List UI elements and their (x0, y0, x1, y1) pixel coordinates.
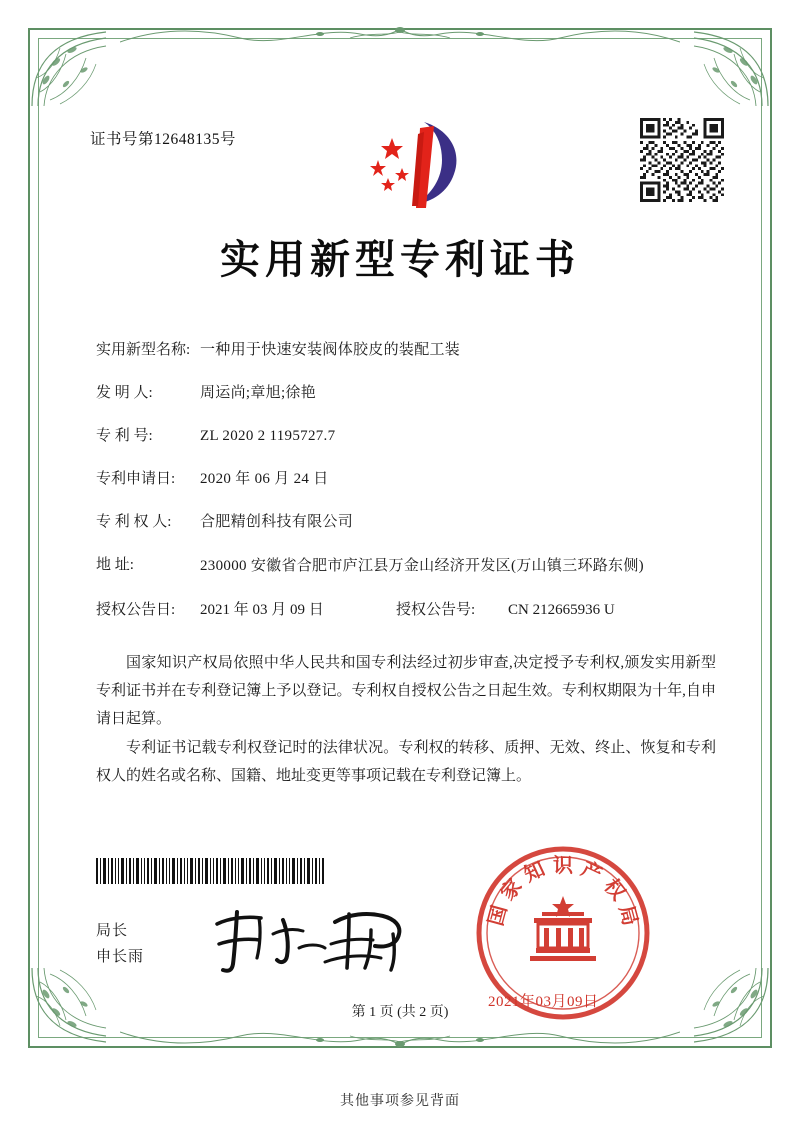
field-value-announcement-date: 2021 年 03 月 09 日 (200, 602, 324, 619)
certificate-content (38, 38, 762, 1038)
certificate-number: 证书号第12648135号 (90, 131, 237, 148)
footnote: 其他事项参见背面 (340, 1094, 460, 1109)
field-row-patent-number (96, 424, 716, 448)
field-row-patentee (96, 510, 716, 534)
field-label-announcement-number: 授权公告号: (396, 602, 476, 619)
field-value-announcement-number: CN 212665936 U (508, 602, 615, 619)
field-row-utility-model-name (96, 338, 716, 362)
field-label: 专 利 权 人: (96, 514, 172, 530)
handwritten-signature-icon (203, 900, 433, 980)
field-row-announcement (96, 598, 716, 622)
field-row-application-date (96, 467, 716, 491)
field-value: ZL 2020 2 1195727.7 (200, 428, 336, 444)
field-label: 专利申请日: (96, 471, 176, 487)
signature-role-label: 局长 (96, 923, 129, 939)
qr-code-icon (640, 118, 724, 202)
legal-paragraph-1: 国家知识产权局依照中华人民共和国专利法经过初步审查,决定授予专利权,颁发实用新型专利证书并在专利登记簿上予以登记。专利权自授权公告之日起生效。专利权期限为十年,自申请日起算。 (96, 655, 716, 727)
seal-date: 2021年03月09日 (488, 994, 599, 1010)
barcode-icon (96, 858, 326, 884)
legal-paragraph-2: 专利证书记载专利权登记时的法律状况。专利权的转移、质押、无效、终止、恢复和专利权人的姓名或名称、国籍、地址变更等事项记载在专利登记簿上。 (96, 740, 716, 784)
page-title: 实用新型专利证书 (220, 236, 580, 283)
field-label: 专 利 号: (96, 428, 153, 444)
page-number: 第 1 页 (共 2 页) (351, 1005, 449, 1020)
field-value: 一种用于快速安装阀体胶皮的装配工装 (200, 342, 461, 358)
field-value: 2020 年 06 月 24 日 (200, 471, 329, 487)
svg-text:权: 权 (599, 873, 631, 905)
field-label-announcement-date: 授权公告日: (96, 602, 176, 619)
field-row-inventor (96, 381, 716, 405)
cnipa-logo-icon (358, 116, 478, 216)
certificate-fields (96, 338, 716, 641)
svg-text:国: 国 (483, 902, 512, 929)
field-value: 合肥精创科技有限公司 (200, 514, 354, 530)
signature-block (96, 918, 144, 971)
svg-text:识: 识 (553, 853, 573, 877)
field-row-address (96, 553, 716, 579)
field-value: 230000 安徽省合肥市庐江县万金山经济开发区(万山镇三环路东侧) (200, 558, 644, 574)
field-label: 发 明 人: (96, 385, 153, 401)
svg-text:局: 局 (614, 902, 643, 929)
svg-text:产: 产 (577, 856, 606, 887)
field-value: 周运尚;章旭;徐艳 (200, 385, 317, 401)
field-label: 地 址: (96, 557, 134, 573)
svg-text:家: 家 (495, 873, 527, 905)
svg-text:知: 知 (520, 856, 549, 887)
signature-name-label: 申长雨 (96, 949, 145, 966)
field-label: 实用新型名称: (96, 342, 191, 358)
legal-text (96, 650, 716, 793)
